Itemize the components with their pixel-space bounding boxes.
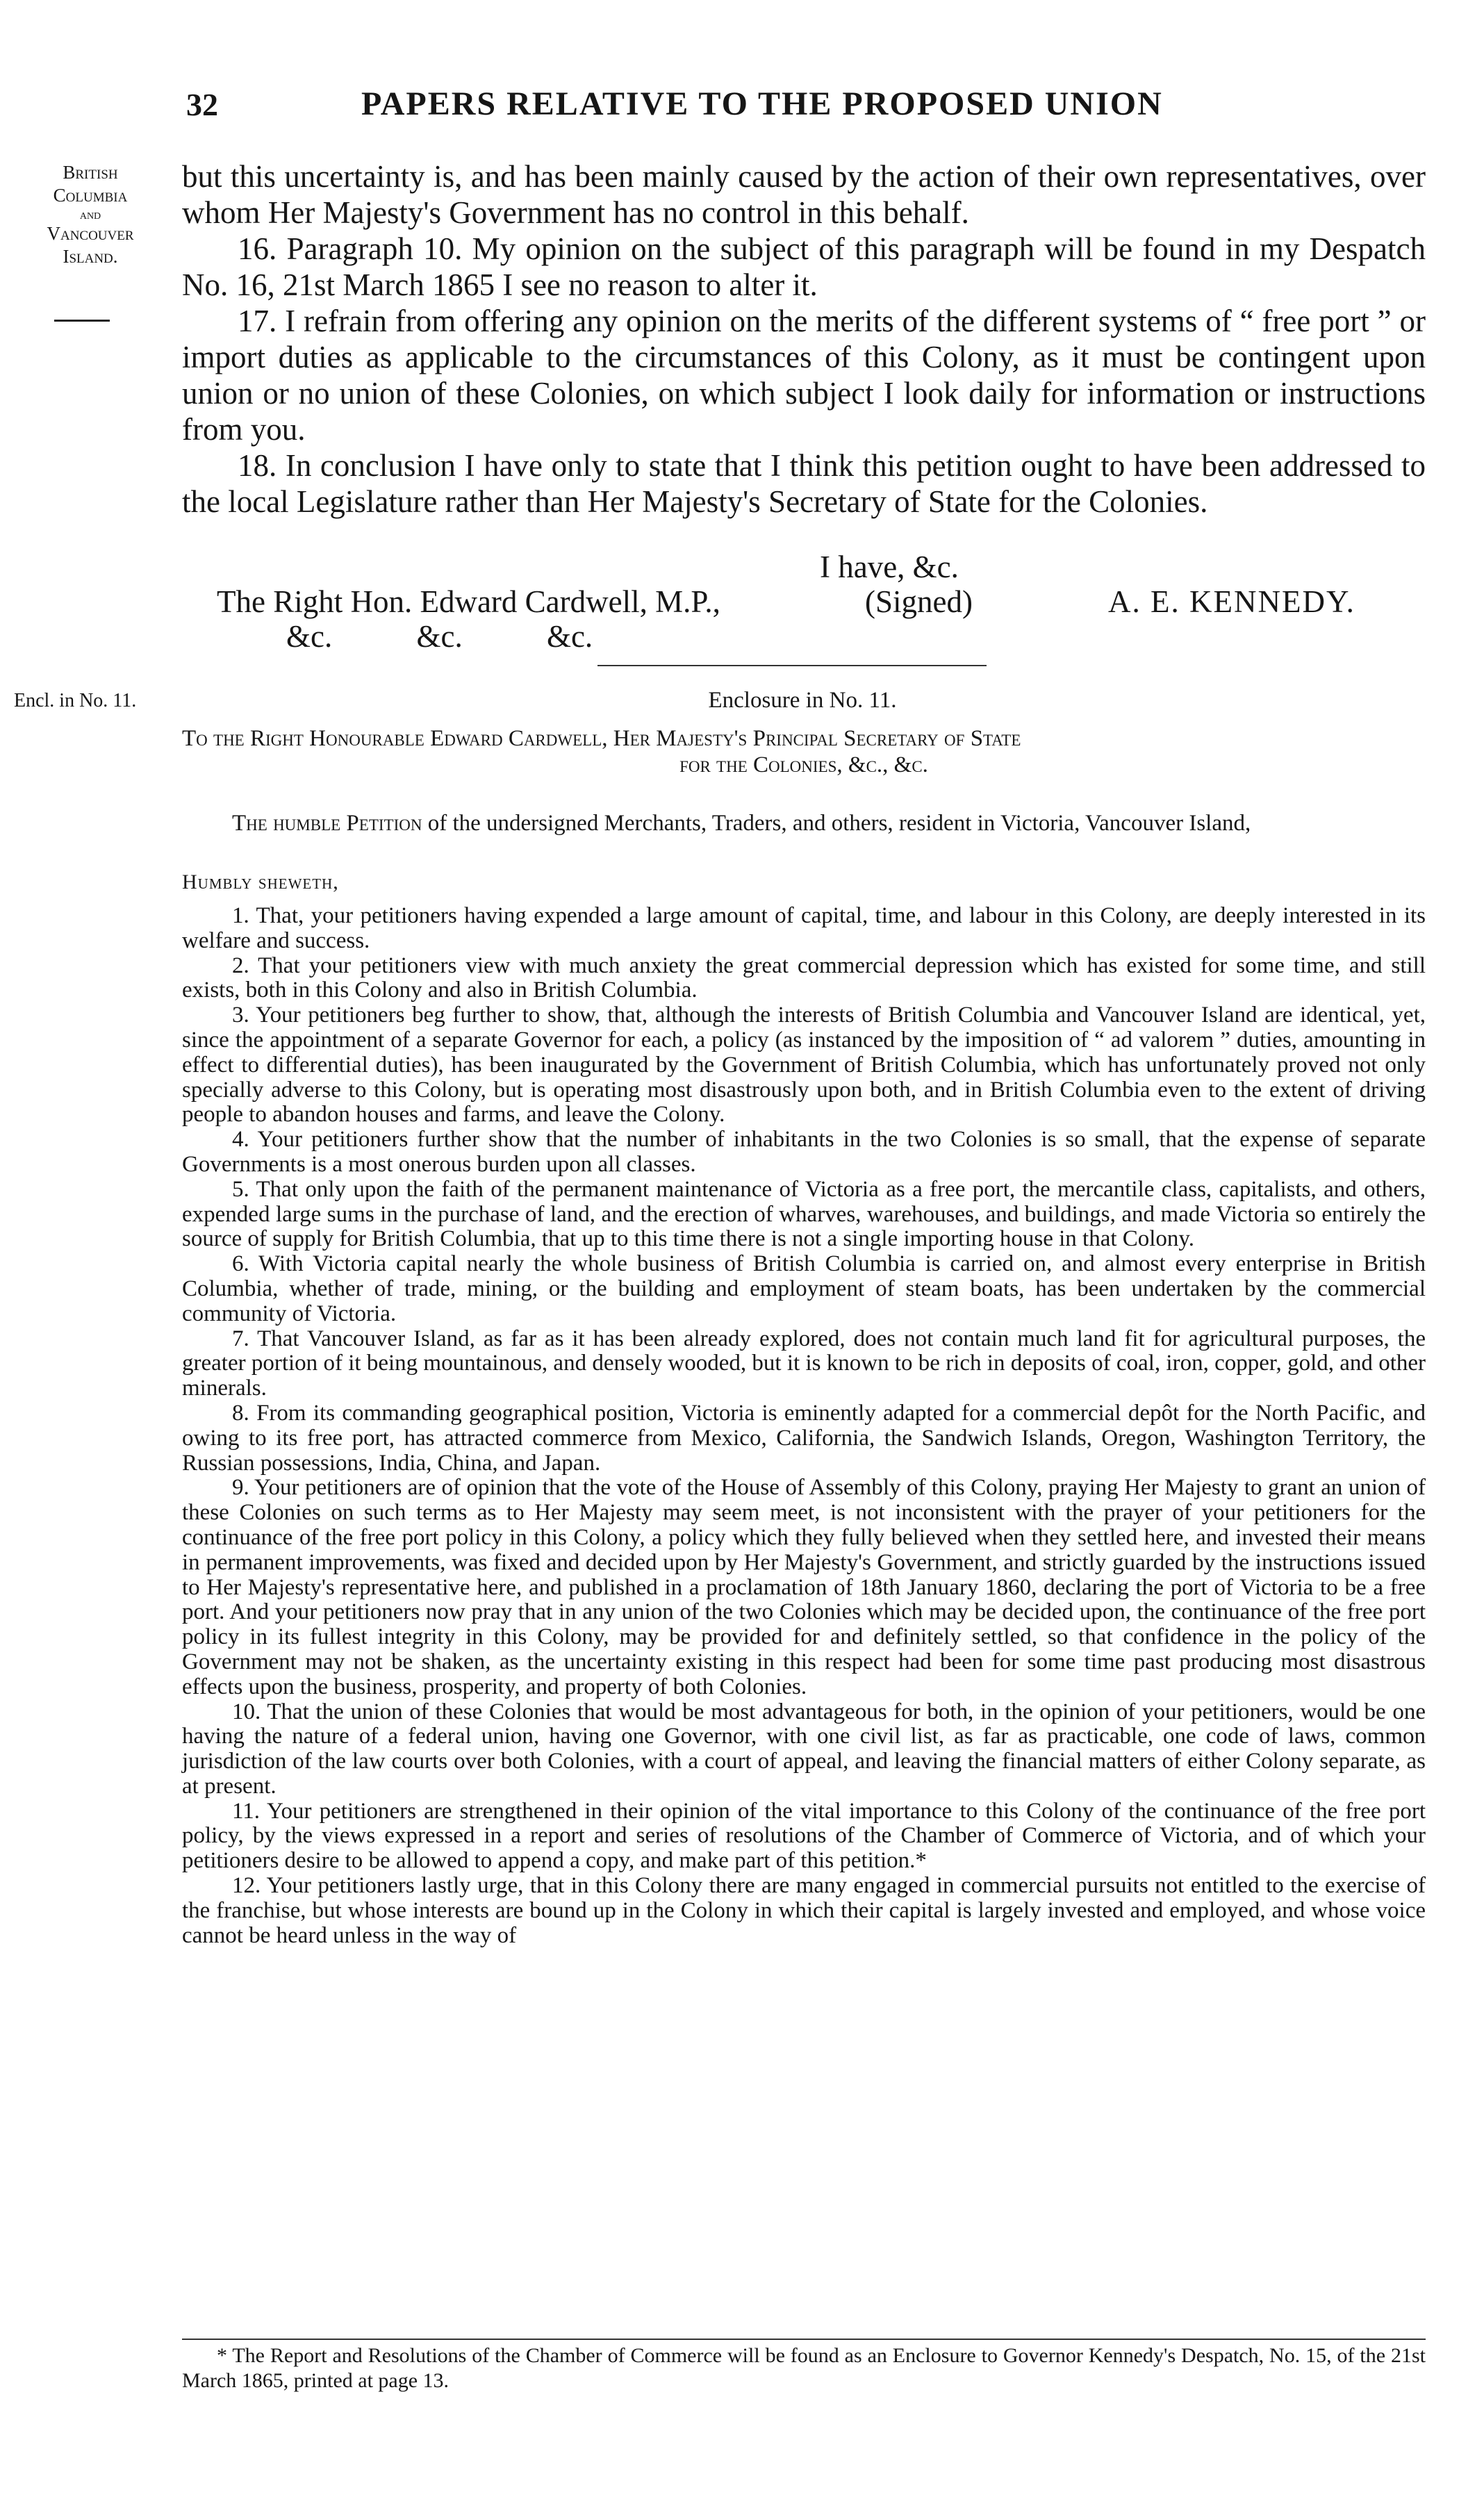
margin-line: Columbia	[53, 185, 128, 206]
petition-paragraph: 8. From its commanding geographical position, Victoria is eminently adapted for a commercial depôt for the North Pacific, and owing to its free port, has attracted commerce from Mexico, California, the Sandwich Islands, Oregon, Washington Territory, the Russian possessions, India, China, and Japan.	[182, 1400, 1426, 1476]
section-divider	[597, 665, 987, 666]
paragraph-16: 16. Paragraph 10. My opinion on the subject of this paragraph will be found in my Despatch No. 16, 21st March 1865 I see no reason to alter it.	[182, 231, 1426, 302]
sheweth-line: Humbly sheweth,	[182, 871, 339, 893]
petition-intro-text: of the undersigned Merchants, Traders, and others, resident in Victoria, Vancouver Island,	[422, 811, 1251, 836]
closing-formula: I have, &c.	[820, 550, 959, 584]
address-text: To the Right Honourable Edward Cardwell, Her Majesty's Principal Secretary of State	[182, 726, 1021, 751]
margin-line: Vancouver	[47, 223, 134, 244]
etc-row: &c. &c. &c.	[286, 619, 593, 654]
petition-paragraph: 2. That your petitioners view with much anxiety the great commercial depression which has existed for some time, and still exists, both in this Colony and also in British Columbia.	[182, 953, 1426, 1003]
enclosure-heading: Enclosure in No. 11.	[708, 688, 897, 713]
address-line-1	[182, 725, 1426, 752]
petition-paragraph: 5. That only upon the faith of the permanent maintenance of Victoria as a free port, the mercantile class, capitalists, and others, expended large sums in the purchase of land, and the erection of wharves, warehouses, and buildings, and made Victoria so entirely the source of supply for British Columbia, that up to this time there is not a single importing house in that Colony.	[182, 1176, 1426, 1252]
petition-intro	[182, 809, 1426, 837]
petition-body	[182, 904, 1426, 1948]
footnote: * The Report and Resolutions of the Chamber of Commerce will be found as an Enclosure to Governor Kennedy's Despatch, No. 15, of the 21st March 1865, printed at page 13.	[182, 2344, 1426, 2392]
running-title: PAPERS RELATIVE TO THE PROPOSED UNION	[361, 85, 1163, 122]
margin-line: Island.	[63, 246, 118, 267]
despatch-text	[182, 158, 1426, 520]
signed-label: (Signed)	[865, 584, 973, 619]
address-line-2: for the Colonies, &c., &c.	[679, 752, 928, 777]
margin-colony-note	[21, 161, 160, 268]
paragraph-18: 18. In conclusion I have only to state that I think this petition ought to have been addressed to the local Legislature rather than Her Majesty's Secretary of State for the Colonies.	[182, 448, 1426, 519]
petition-paragraph: 3. Your petitioners beg further to show, that, although the interests of British Columbia and Vancouver Island are identical, yet, since the appointment of a separate Governor for each, a policy (as instanced by the imposition of “ ad valorem ” duties, amounting in effect to differential duties), has been inaugurated by the Government of British Columbia, which has unfortunately proved not only specially adverse to this Colony, but is operating most disastrously upon both, and in British Columbia even to the extent of driving people to abandon houses and farms, and leave the Colony.	[182, 1003, 1426, 1128]
margin-line: British	[63, 162, 118, 183]
petition-paragraph: 7. That Vancouver Island, as far as it has been already explored, does not contain much land fit for agricultural purposes, the greater portion of it being mountainous, and densely wooded, but it is known to be rich in deposits of coal, iron, copper, gold, and other minerals.	[182, 1326, 1426, 1401]
petition-paragraph: 10. That the union of these Colonies that would be most advantageous for both, in the opinion of your petitioners, would be one having the nature of a federal union, having one Governor, with one civil list, as far as practicable, one code of laws, common jurisdiction of the law courts over both Colonies, with a court of appeal, and leaving the financial matters of either Colony separate, as at present.	[182, 1699, 1426, 1799]
petition-paragraph: 4. Your petitioners further show that the number of inhabitants in the two Colonies is so small, that the expense of separate Governments is a most onerous burden upon all classes.	[182, 1127, 1426, 1177]
addressee: The Right Hon. Edward Cardwell, M.P.,	[217, 584, 720, 619]
petition-intro-caps: The humble Petition	[232, 811, 422, 836]
margin-dash	[54, 320, 110, 322]
paragraph-continuation: but this uncertainty is, and has been mainly caused by the action of their own representatives, over whom Her Majesty's Government has no control in this behalf.	[182, 159, 1426, 230]
petition-paragraph: 11. Your petitioners are strengthened in their opinion of the vital importance to this Colony of the continuance of the free port policy, by the views expressed in a report and series of resolutions of the Chamber of Commerce of Victoria, and of which your petitioners desire to be allowed to append a copy, and make part of this petition.*	[182, 1798, 1426, 1874]
petition-paragraph: 1. That, your petitioners having expended a large amount of capital, time, and labour in this Colony, are deeply interested in its welfare and success.	[182, 903, 1426, 953]
footnote-rule	[182, 2339, 1426, 2340]
petition-paragraph: 9. Your petitioners are of opinion that the vote of the House of Assembly of this Colony, praying Her Majesty to grant an union of these Colonies on such terms as to Her Majesty may seem meet, is not inconsistent with the prayer of your petitioners for the continuance of the free port policy in this Colony, a policy which they fully believed when they settled here, and invested their means in permanent improvements, was fixed and decided upon by Her Majesty's Government, and strictly guarded by the instructions issued to Her Majesty's representative here, and published in a proclamation of 18th January 1860, declaring the port of Victoria to be a free port. And your petitioners now pray that in any union of the two Colonies which may be decided upon, the continuance of the free port policy in its fullest integrity in this Colony, may be provided for and definitely settled, so that confidence in the policy of the Government may not be shaken, as the uncertainty existing in this respect had been for some time past producing most disastrous effects upon the business, prosperity, and property of both Colonies.	[182, 1475, 1426, 1699]
paragraph-17: 17. I refrain from offering any opinion on the merits of the different systems of “ free port ” or import duties as applicable to the circumstances of this Colony, as it must be contingent upon union or no union of these Colonies, on which subject I look daily for information or instructions from you.	[182, 304, 1426, 447]
margin-line: and	[79, 207, 101, 222]
margin-enclosure-ref: Encl. in No. 11.	[14, 690, 137, 711]
signer-name: A. E. KENNEDY.	[1108, 584, 1355, 619]
petition-paragraph: 12. Your petitioners lastly urge, that in this Colony there are many engaged in commercial pursuits not entitled to the exercise of the franchise, but whose interests are bound up in the Colony in which their capital is largely invested and employed, and whose voice cannot be heard unless in the way of	[182, 1873, 1426, 1948]
page-header	[181, 82, 1431, 131]
petition-paragraph: 6. With Victoria capital nearly the whole business of British Columbia is carried on, and almost every enterprise in British Columbia, whether of trade, mining, or the building and employment of steam boats, has been undertaken by the commercial community of Victoria.	[182, 1251, 1426, 1326]
page-number: 32	[186, 87, 218, 122]
